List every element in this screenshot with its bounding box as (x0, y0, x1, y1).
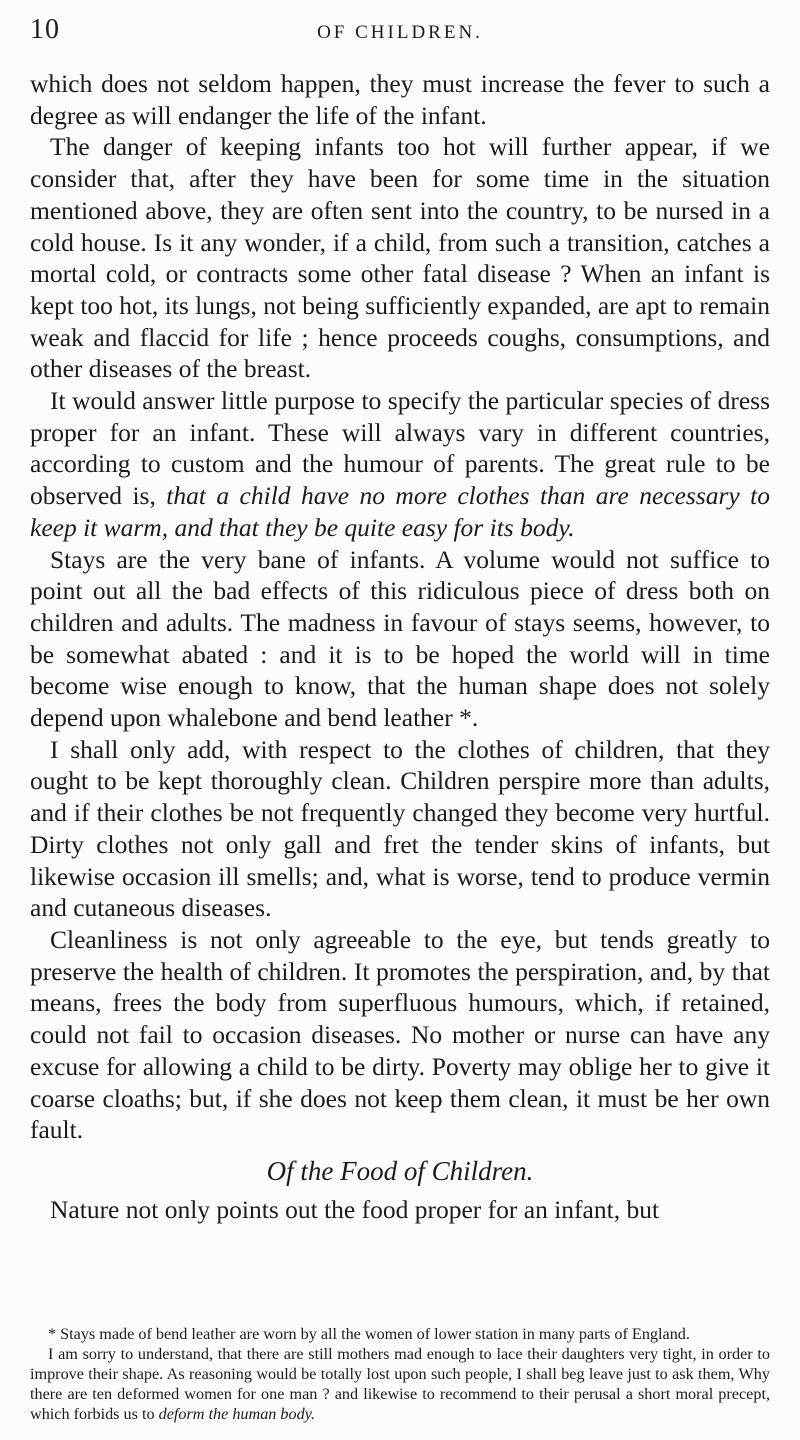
paragraph: The danger of keeping infants too hot will further appear, if we consider that, after they have been for some time in the situation mentioned above, they are often sent into the country, to be nursed in a cold house. Is it any wonder, if a child, from such a transition, catches a mortal cold, or contracts some other fatal disease ? When an infant is kept too hot, its lungs, not being sufficiently expanded, are apt to remain weak and flaccid for life ; hence proceeds coughs, consumptions, and other diseases of the breast. (30, 132, 770, 384)
section-heading: Of the Food of Children. (266, 1155, 534, 1186)
footnote-italic: deform the human body. (158, 1405, 316, 1423)
paragraph (30, 385, 770, 544)
paragraph: Stays are the very bane of infants. A volume would not suffice to point out all the bad effects of this ridiculous piece of dress both on children and adults. The madness in favour of stays seems, however, to be somewhat abated : and it is to be hoped the world will in time become wise enough to know, that the human shape does not solely depend upon whalebone and bend leather *. (30, 544, 770, 733)
footnote (30, 1344, 770, 1424)
footnote-text: I am sorry to understand, that there are still mothers mad enough to lace their daughters very tight, in order to improve their shape. As reasoning would be totally lost upon such people, I shall beg leave just to ask them, Why there are ten deformed women for one man ? and likewise to recommend to their perusal a short moral precept, which forbids us to (30, 1345, 770, 1423)
footnotes (30, 1324, 770, 1424)
italic-rule: that a child have no more clothes than are necessary to keep it warm, and that they be quite easy for its body. (30, 481, 770, 542)
paragraph-text: It would answer little purpose to specify the particular species of dress proper for an infant. These will always vary in different countries, according to custom and the humour of parents. The great rule to be observed is, (30, 386, 770, 511)
page-header (30, 14, 770, 48)
paragraph: Nature not only points out the food proper for an infant, but (50, 1194, 660, 1224)
paragraph: I shall only add, with respect to the clothes of children, that they ought to be kept thoroughly clean. Children perspire more than adults, and if their clothes be not frequently changed they become very hurtful. Dirty clothes not only gall and fret the tender skins of infants, but likewise occasion ill smells; and, what is worse, tend to produce vermin and cutaneous diseases. (30, 734, 770, 923)
body-text (30, 68, 770, 1226)
page-number: 10 (30, 14, 60, 45)
paragraph: which does not seldom happen, they must increase the fever to such a degree as will endanger the life of the infant. (30, 69, 770, 130)
paragraph: Cleanliness is not only agreeable to the eye, but tends greatly to preserve the health of children. It promotes the perspiration, and, by that means, frees the body from superfluous humours, which, if retained, could not fail to occasion diseases. No mother or nurse can have any excuse for allowing a child to be dirty. Poverty may oblige her to give it coarse cloaths; but, if she does not keep them clean, it must be her own fault. (30, 924, 770, 1145)
footnote: * Stays made of bend leather are worn by all the women of lower station in many parts of England. (48, 1325, 690, 1343)
running-head: OF CHILDREN. (317, 22, 483, 43)
